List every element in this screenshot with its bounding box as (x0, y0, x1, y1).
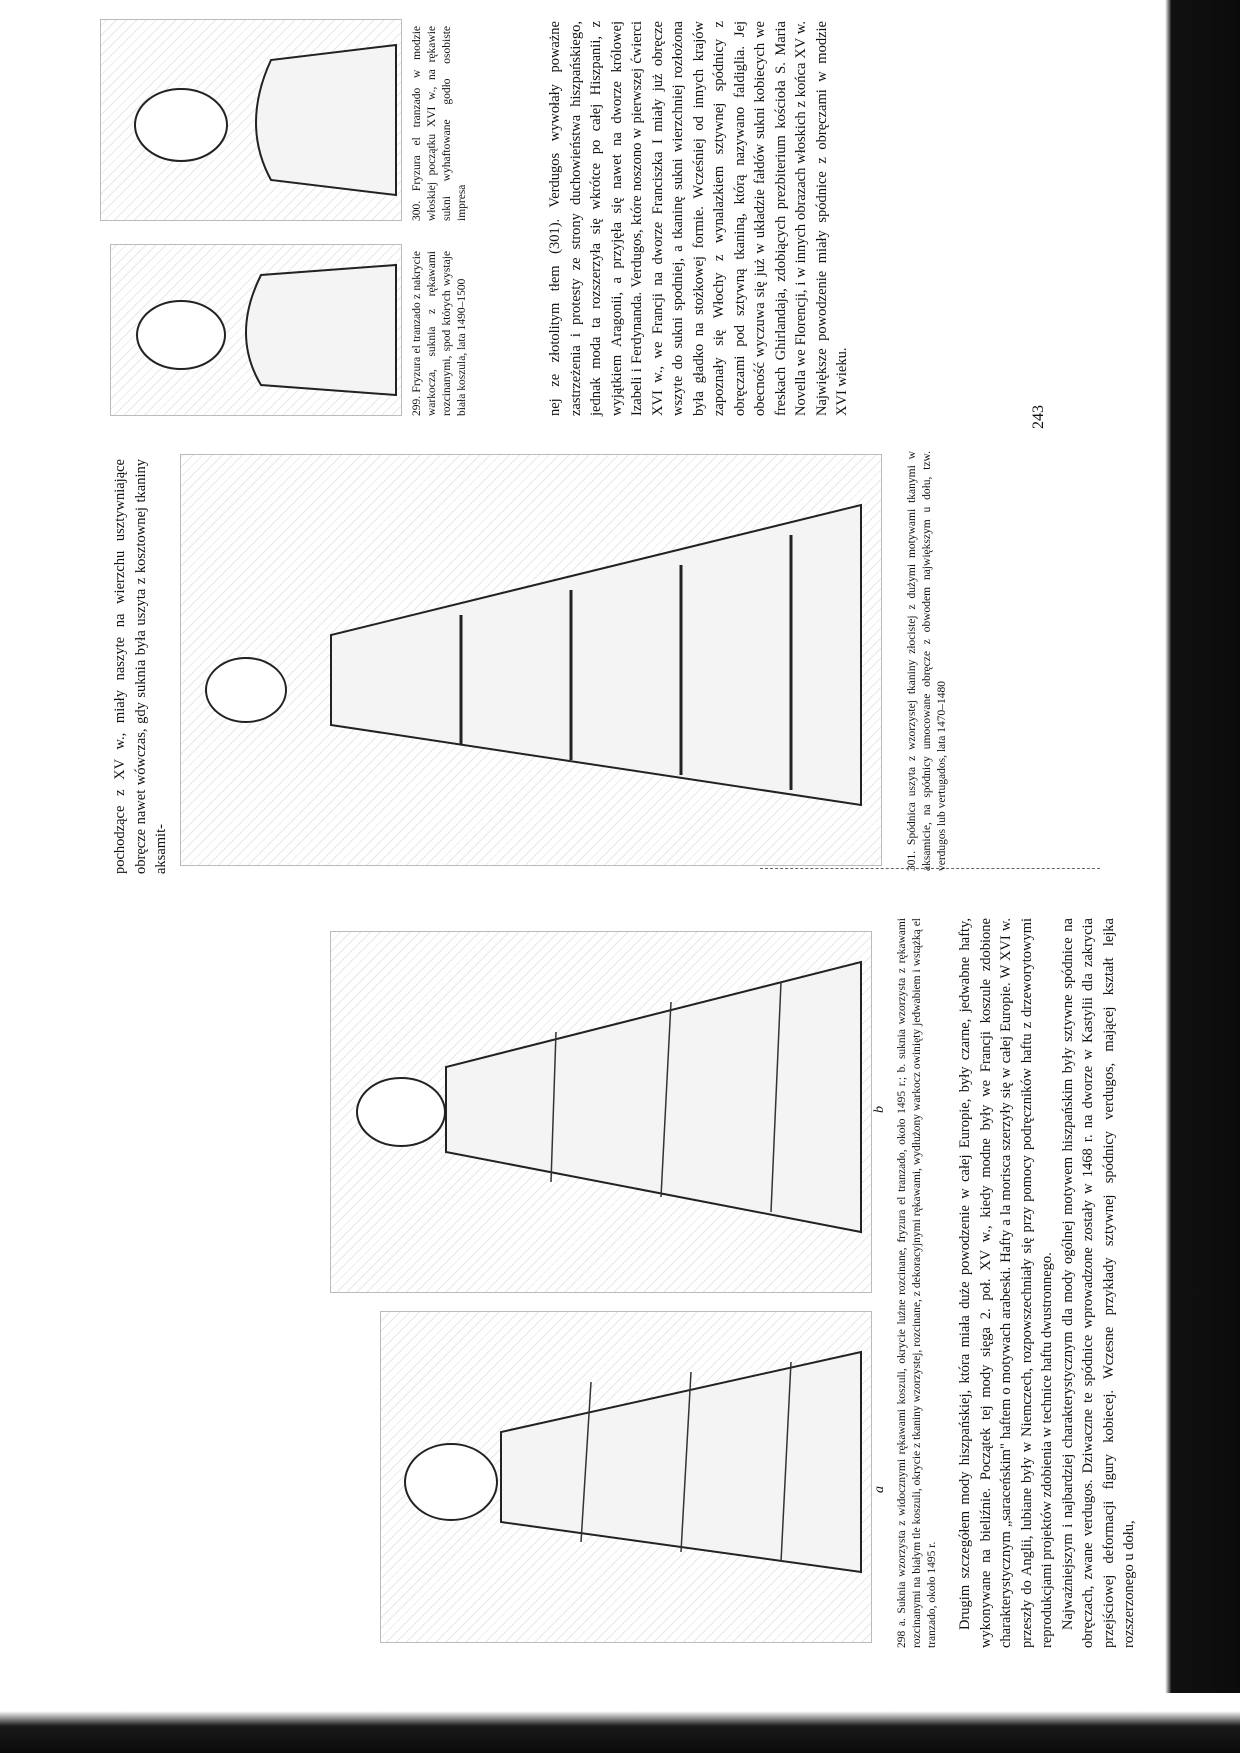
figure-300 (100, 19, 402, 221)
caption-300: 300. Fryzura el tranzado w modzie włoskiej początku XVI w., na rękawie sukni wyhaftowane godło osobiste impresa (411, 26, 468, 221)
caption-301: 301. Spódnica uszyta z wzorzystej tkaniny złocistej z dużymi motywami tkanymi w aksamicie, na spódnicy umocowane obręcze z obwodem największym u dołu, tzw. verdugos lub vertugados, lata 1470–1480 (906, 451, 948, 871)
right-top-text: pochodzące z XV w., miały naszyte na wierzchu usztywniające obręcze nawet wówczas, gdy suknia była uszyta z kosztownej tkaniny aksamit- (112, 459, 169, 874)
paragraph-2: Najważniejszym i najbardziej charakterystycznym dla mody ogólnej motywem hiszpańskim były sztywne spódnice na obręczach, zwane verdugos. Dziwaczne te spódnice wprowadzone zostały w 1468 r. na dworze w Kastylii dla zakrycia przejściowej deformacji figury kobiecej. Wczesne przykłady sztywnej spódnicy verdugos, mającej kształt lejka rozszerzonego u dołu, (1059, 918, 1137, 1648)
figure-301 (180, 454, 882, 866)
figure-298b-illustration (331, 932, 871, 1292)
figure-label-a: a (872, 1486, 887, 1493)
paragraph-1: Drugim szczegółem mody hiszpańskiej, która miała duże powodzenie w całej Europie, były czarne, jedwabne hafty, wykonywane na bieliźnie. Początek tej mody sięga 2. poł. XV w., kiedy modne były we Francji koszule zdobione charakterystycznym „saraceńskim" haftem o motywach arabeski. Hafty a la morisca szerzyły się w całej Europie. W XVI w. przeszły do Anglii, lubiane były w Niemczech, rozpowszechniały się przy pomocy podręczników haftu z drzeworytowymi reprodukcjami projektów zdobienia w technice haftu dwustronnego. (957, 918, 1055, 1648)
caption-298: 298 a. Suknia wzorzysta z widocznymi rękawami koszuli, okrycie lużne rozcinane, fryzura el tranzado, około 1495 r.; b. suknia wzorzysta z rękawami rozcinanymi na białym tle koszuli, okrycie z tkaniny wzorzystej, rozcinane, z dekoracyjnymi rękawami, wydłużony warkocz owinięty jedwabiem i wstążką el tranzado, około 1495 r. (896, 918, 938, 1648)
figure-301-illustration (181, 455, 881, 865)
page-243 (0, 0, 1240, 876)
figure-299-illustration (111, 245, 401, 415)
right-body-text: nej ze złotolitym tłem (301). Verdugos wywołały poważne zastrzeżenia i protesty ze strony duchowieństwa hiszpańskiego, jednak moda ta rozszerzyła się wkrótce po całej Hiszpanii, z wyjątkiem Aragonii, a przyjęła się nawet na dworze królowej Izabeli i Ferdynanda. Verdugos, które noszono w pierwszej ćwierci XVI w., we Francji na dworze Franciszka I miały już obręcze wszyte do sukni spodniej, a tkaninę sukni wierzchniej rozłożona była gładko na stożkowej formie. Wcześniej od innych krajów zapoznały się Włochy z wynalazkiem sztywnej spódnicy z obręczami pod sztywną tkaniną, którą nazywano faldiglia. Jej obecność wyczuwa się już w układzie fałdów sukni kobiecych we freskach Ghirlandaja, zdobiących prezbiterium kościoła S. Maria Novella we Florencji, i w innych obrazach włoskich z końca XV w. Największe powodzenie miały spódnice z obręczami w modzie XVI wieku. (547, 21, 850, 416)
caption-299: 299. Fryzura el tranzado z nakrycie warkocza, suknia z rękawami rozcinanymi, spod których wystaje biała koszula, lata 1490–1500 (411, 251, 468, 416)
figure-298b (330, 931, 872, 1293)
figure-label-b: b (872, 1106, 887, 1113)
page-number-243: 243 (1030, 405, 1047, 429)
page-number-242: 242 (1195, 1284, 1212, 1308)
page-242 (0, 877, 1240, 1753)
figure-300-illustration (101, 20, 401, 220)
left-body-text (955, 918, 1140, 1648)
figure-298a (380, 1311, 872, 1643)
figure-298a-illustration (381, 1312, 871, 1642)
figure-299 (110, 244, 402, 416)
